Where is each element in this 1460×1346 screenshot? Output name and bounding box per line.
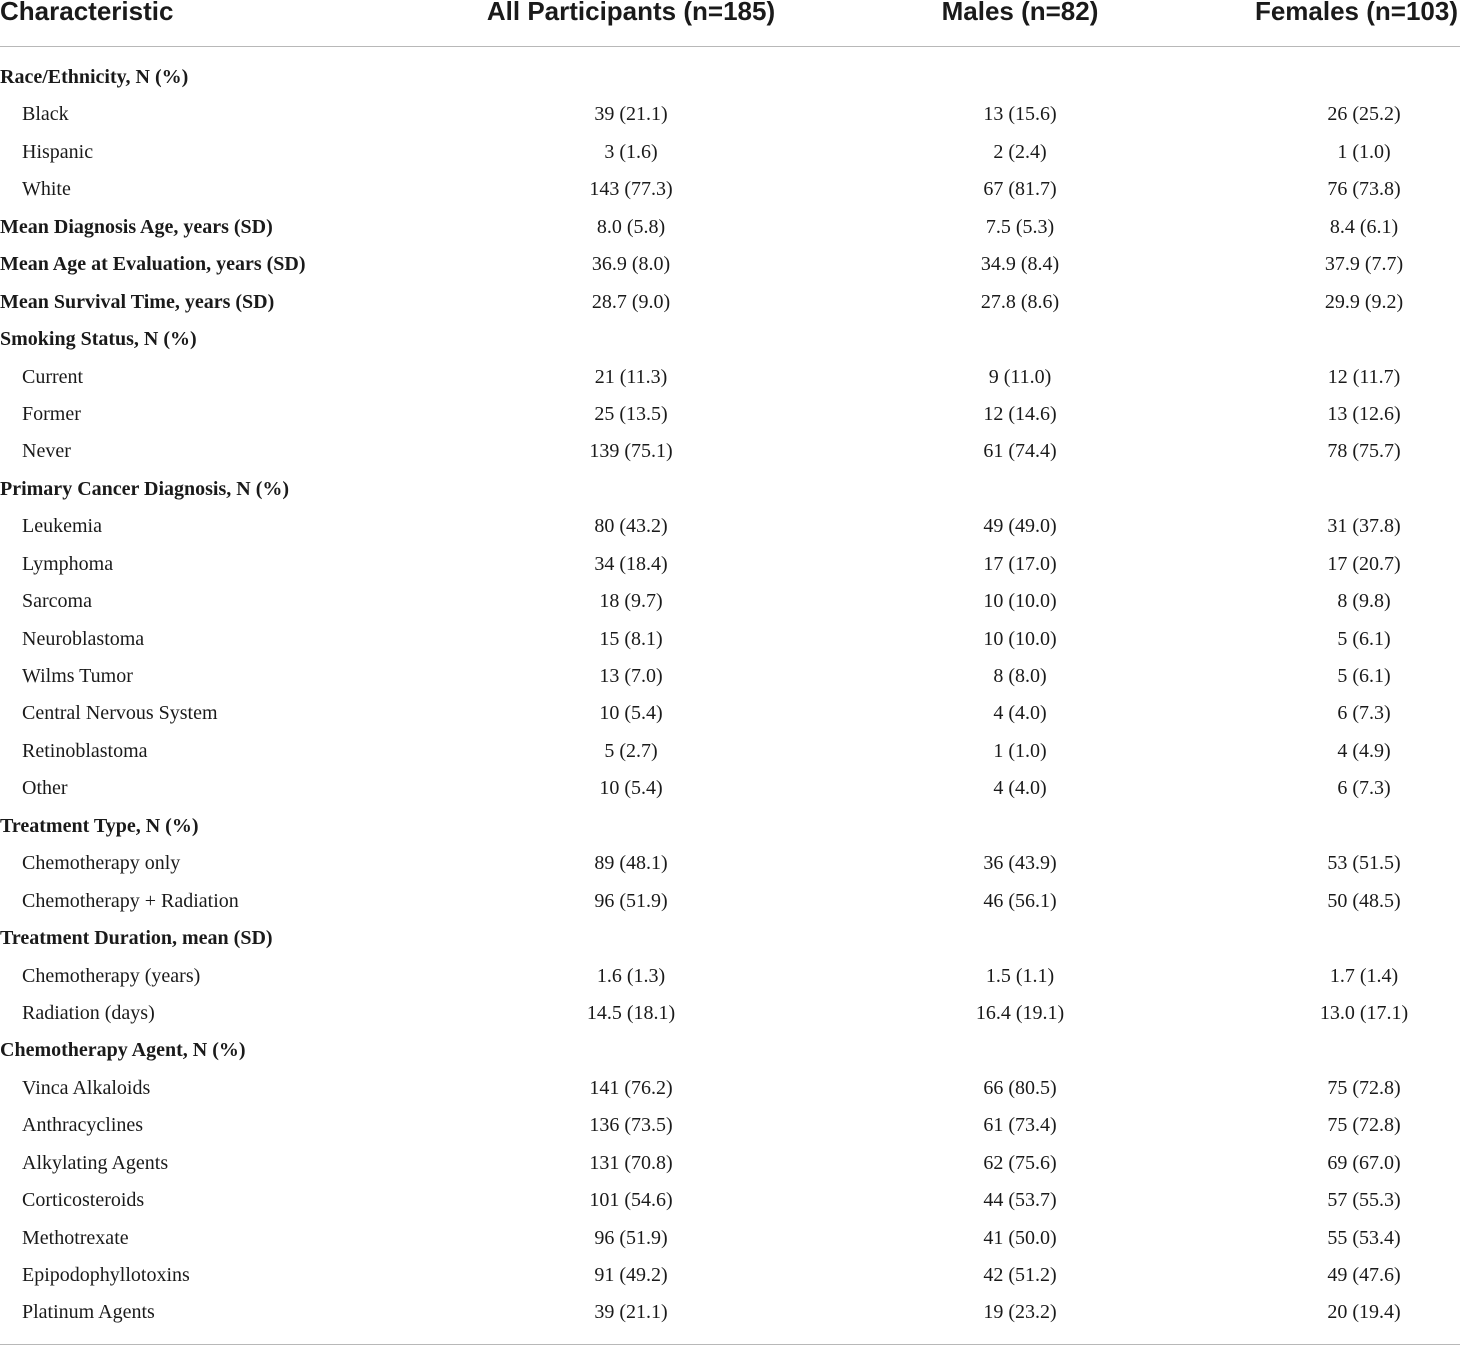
row-label: Mean Diagnosis Age, years (SD) [0, 215, 273, 238]
cell-females: 6 (7.3) [1337, 777, 1391, 800]
table-row [0, 1070, 1460, 1107]
cell-males: 67 (81.7) [983, 178, 1057, 201]
cell-females: 29.9 (9.2) [1324, 290, 1404, 313]
row-label: Anthracyclines [22, 1114, 144, 1137]
row-label: Vinca Alkaloids [22, 1076, 151, 1099]
row-label: Other [22, 777, 68, 800]
cell-all-participants: 80 (43.2) [594, 515, 668, 538]
table-row [0, 583, 1460, 620]
table-row [0, 1220, 1460, 1257]
cell-males: 4 (4.0) [993, 702, 1047, 725]
table-section-row [0, 209, 1460, 246]
row-label: Alkylating Agents [22, 1151, 169, 1174]
row-label: Chemotherapy (years) [22, 964, 201, 987]
table-row [0, 1107, 1460, 1144]
row-label: Chemotherapy Agent, N (%) [0, 1039, 246, 1062]
row-label: Corticosteroids [22, 1189, 145, 1212]
cell-females: 69 (67.0) [1327, 1151, 1401, 1174]
cell-all-participants: 89 (48.1) [594, 852, 668, 875]
cell-all-participants: 34 (18.4) [594, 552, 668, 575]
cell-all-participants: 8.0 (5.8) [596, 215, 666, 238]
table-row [0, 1145, 1460, 1182]
cell-females: 5 (6.1) [1337, 627, 1391, 650]
cell-females: 78 (75.7) [1327, 440, 1401, 463]
table-row [0, 695, 1460, 732]
cell-all-participants: 143 (77.3) [589, 178, 673, 201]
cell-males: 1 (1.0) [993, 739, 1047, 762]
table-section-row [0, 321, 1460, 358]
row-label: Hispanic [22, 140, 94, 163]
cell-males: 34.9 (8.4) [980, 253, 1060, 276]
cell-all-participants: 91 (49.2) [594, 1264, 668, 1286]
row-label: Radiation (days) [22, 1001, 155, 1024]
cell-all-participants: 28.7 (9.0) [591, 290, 671, 313]
table-row [0, 508, 1460, 545]
cell-all-participants: 10 (5.4) [599, 702, 663, 725]
cell-males: 36 (43.9) [983, 852, 1057, 875]
row-label: Retinoblastoma [22, 739, 148, 762]
cell-females: 17 (20.7) [1327, 552, 1401, 575]
row-label: Central Nervous System [22, 702, 218, 725]
cell-males: 49 (49.0) [983, 515, 1057, 538]
table-row [0, 621, 1460, 658]
row-label: Chemotherapy only [22, 852, 181, 875]
cell-females: 4 (4.9) [1337, 739, 1391, 762]
cell-females: 53 (51.5) [1327, 852, 1401, 875]
row-label: Smoking Status, N (%) [0, 328, 197, 351]
cell-females: 31 (37.8) [1327, 515, 1401, 538]
table-row [0, 733, 1460, 770]
cell-all-participants: 1.6 (1.3) [596, 964, 666, 987]
table-row [0, 96, 1460, 133]
cell-females: 75 (72.8) [1327, 1114, 1401, 1137]
cell-all-participants: 15 (8.1) [599, 627, 663, 650]
row-label: Current [22, 365, 84, 388]
row-label: Neuroblastoma [22, 627, 145, 650]
table-section-row [0, 59, 1460, 96]
cell-all-participants: 139 (75.1) [589, 440, 673, 463]
row-label: Mean Age at Evaluation, years (SD) [0, 253, 306, 276]
table-row [0, 845, 1460, 882]
table-header-row [0, 0, 1460, 47]
cell-males: 10 (10.0) [983, 590, 1057, 613]
table-row [0, 1294, 1460, 1331]
row-label: Leukemia [22, 515, 102, 538]
cell-males: 27.8 (8.6) [980, 290, 1060, 313]
cell-females: 75 (72.8) [1327, 1076, 1401, 1099]
cell-all-participants: 10 (5.4) [599, 777, 663, 800]
table-section-row [0, 246, 1460, 283]
cell-males: 17 (17.0) [983, 552, 1057, 575]
table-section-row [0, 471, 1460, 508]
cell-males: 19 (23.2) [983, 1301, 1057, 1324]
table-row [0, 995, 1460, 1032]
table-row [0, 883, 1460, 920]
table-row [0, 546, 1460, 583]
row-label: Primary Cancer Diagnosis, N (%) [0, 477, 290, 500]
cell-all-participants: 3 (1.6) [604, 140, 658, 163]
row-label: Treatment Type, N (%) [0, 814, 199, 837]
cell-males: 41 (50.0) [983, 1226, 1057, 1249]
table-row [0, 433, 1460, 470]
table-row [0, 171, 1460, 208]
cell-males: 61 (73.4) [983, 1114, 1057, 1137]
column-header-characteristic: Characteristic [0, 0, 174, 26]
cell-all-participants: 96 (51.9) [594, 889, 668, 912]
cell-males: 4 (4.0) [993, 777, 1047, 800]
cell-all-participants: 14.5 (18.1) [586, 1001, 676, 1024]
cell-males: 10 (10.0) [983, 627, 1057, 650]
row-label: Lymphoma [22, 552, 114, 575]
cell-females: 20 (19.4) [1327, 1301, 1401, 1324]
cell-females: 50 (48.5) [1327, 889, 1401, 912]
cell-females: 13 (12.6) [1327, 402, 1401, 425]
cell-females: 76 (73.8) [1327, 178, 1401, 201]
cell-females: 37.9 (7.7) [1324, 253, 1404, 276]
cell-males: 13 (15.6) [983, 103, 1057, 126]
row-label: Chemotherapy + Radiation [22, 889, 239, 912]
cell-males: 62 (75.6) [983, 1151, 1057, 1174]
cell-males: 8 (8.0) [993, 665, 1047, 687]
cell-females: 1.7 (1.4) [1329, 964, 1399, 987]
cell-males: 12 (14.6) [983, 402, 1057, 425]
row-label: White [22, 178, 71, 201]
cell-females: 55 (53.4) [1327, 1226, 1401, 1249]
cell-females: 12 (11.7) [1327, 365, 1401, 388]
column-header-males: Males (n=82) [941, 0, 1099, 26]
row-label: Race/Ethnicity, N (%) [0, 66, 189, 88]
cell-females: 13.0 (17.1) [1319, 1001, 1409, 1024]
cell-all-participants: 5 (2.7) [604, 739, 658, 762]
table-row [0, 658, 1460, 695]
cell-all-participants: 141 (76.2) [589, 1076, 673, 1099]
table-row [0, 958, 1460, 995]
table-section-row [0, 808, 1460, 845]
table-row [0, 770, 1460, 807]
table-bottom-rule [0, 1344, 1460, 1345]
row-label: Wilms Tumor [22, 665, 133, 687]
table-section-row [0, 284, 1460, 321]
cell-females: 49 (47.6) [1327, 1264, 1401, 1286]
column-header-females: Females (n=103) [1254, 0, 1458, 26]
cell-males: 9 (11.0) [988, 365, 1052, 388]
table-body [0, 59, 1460, 1332]
cell-males: 66 (80.5) [983, 1076, 1057, 1099]
table-row [0, 1182, 1460, 1219]
row-label: Mean Survival Time, years (SD) [0, 290, 275, 313]
cell-all-participants: 131 (70.8) [589, 1151, 673, 1174]
cell-females: 8.4 (6.1) [1329, 215, 1399, 238]
cell-females: 26 (25.2) [1327, 103, 1401, 126]
cell-all-participants: 36.9 (8.0) [591, 253, 671, 276]
cell-all-participants: 39 (21.1) [594, 103, 668, 126]
table-row [0, 1257, 1460, 1294]
cell-all-participants: 21 (11.3) [594, 365, 668, 388]
cell-males: 16.4 (19.1) [975, 1001, 1065, 1024]
row-label: Treatment Duration, mean (SD) [0, 927, 273, 950]
cell-all-participants: 39 (21.1) [594, 1301, 668, 1324]
cell-all-participants: 25 (13.5) [594, 402, 668, 425]
cell-females: 57 (55.3) [1327, 1189, 1401, 1212]
cell-males: 42 (51.2) [983, 1264, 1057, 1286]
cell-all-participants: 101 (54.6) [589, 1189, 673, 1212]
cell-females: 5 (6.1) [1337, 665, 1391, 687]
cell-males: 61 (74.4) [983, 440, 1057, 463]
cell-all-participants: 18 (9.7) [599, 590, 663, 613]
table-section-row [0, 1032, 1460, 1069]
row-label: Sarcoma [22, 590, 92, 613]
cell-males: 46 (56.1) [983, 889, 1057, 912]
row-label: Methotrexate [22, 1226, 129, 1249]
cell-all-participants: 13 (7.0) [599, 665, 663, 687]
row-label: Black [22, 103, 69, 126]
table-row [0, 396, 1460, 433]
cell-females: 8 (9.8) [1337, 590, 1391, 613]
cell-males: 2 (2.4) [993, 140, 1047, 163]
cell-males: 44 (53.7) [983, 1189, 1057, 1212]
table-section-row [0, 920, 1460, 957]
row-label: Platinum Agents [22, 1301, 155, 1324]
table-row [0, 359, 1460, 396]
cell-all-participants: 96 (51.9) [594, 1226, 668, 1249]
column-header-all-participants: All Participants (n=185) [486, 0, 776, 26]
row-label: Former [22, 402, 81, 425]
cell-males: 7.5 (5.3) [985, 215, 1055, 238]
table-row [0, 134, 1460, 171]
cell-all-participants: 136 (73.5) [589, 1114, 673, 1137]
cell-males: 1.5 (1.1) [985, 964, 1055, 987]
cell-females: 1 (1.0) [1337, 140, 1391, 163]
cell-females: 6 (7.3) [1337, 702, 1391, 725]
row-label: Epipodophyllotoxins [22, 1264, 190, 1286]
row-label: Never [22, 440, 71, 463]
